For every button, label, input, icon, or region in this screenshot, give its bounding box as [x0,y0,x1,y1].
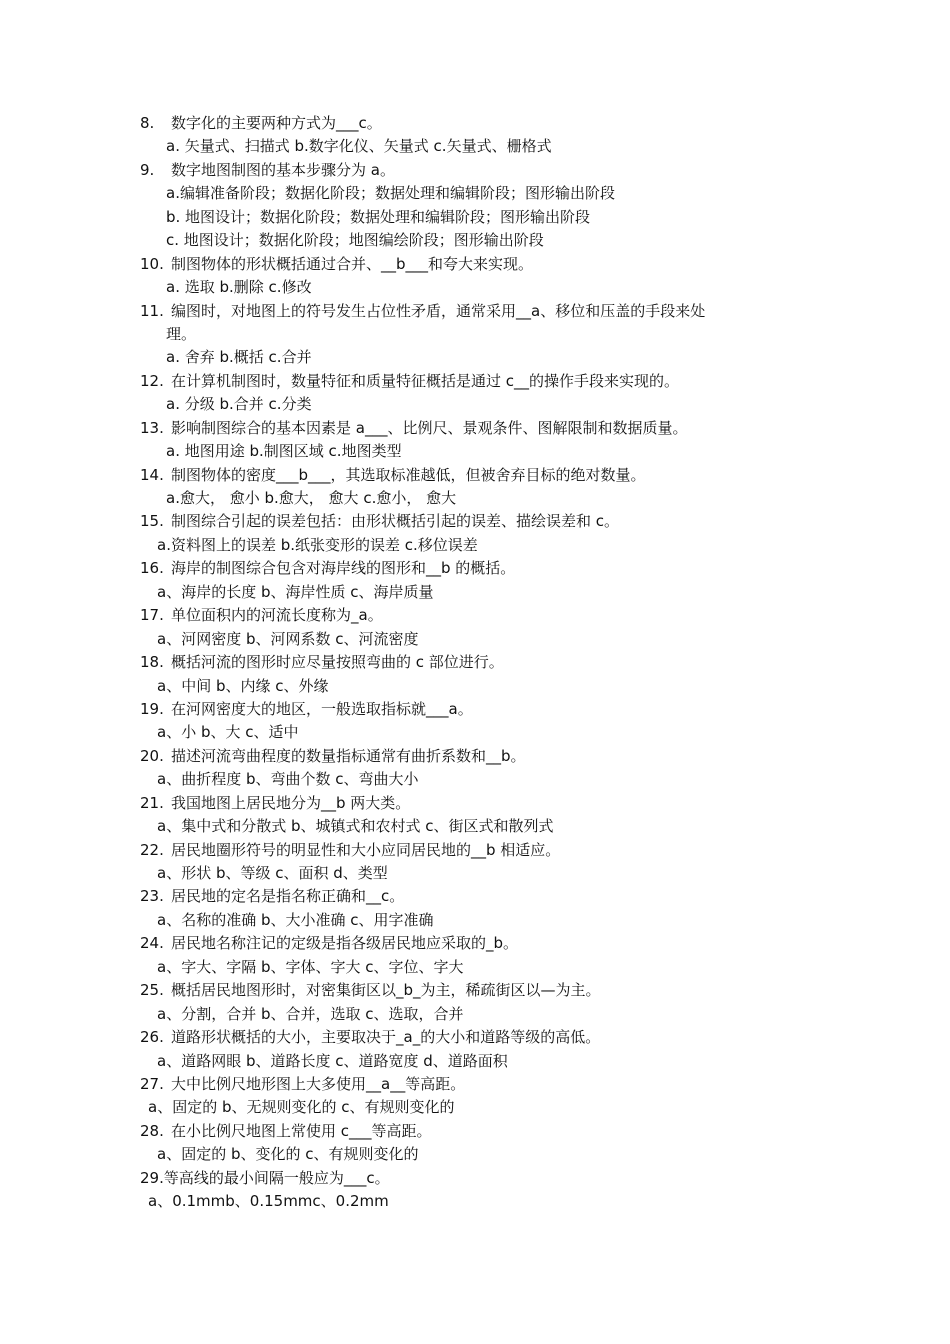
options-line [0,628,950,651]
question-number: 25. [140,981,164,1000]
answer-option: c. 地图设计；数据化阶段；地图编绘阶段；图形输出阶段 [166,231,544,250]
question-number: 27. [140,1074,164,1093]
question-number: 14. [140,465,164,484]
question-continuation: 理。 [166,324,197,343]
answer-options: a、0.1mmb、0.15mmc、0.2mm [148,1192,389,1211]
options-line [0,1143,950,1166]
question-line [0,159,950,182]
options-line [0,909,950,932]
question-text: 大中比例尺地形图上大多使用__a__等高距。 [171,1074,466,1093]
question-number: 18. [140,653,164,672]
question-line [0,557,950,580]
question-line [0,417,950,440]
question-line [0,1120,950,1143]
question-line [0,885,950,908]
options-line [0,346,950,369]
question-text: 制图综合引起的误差包括：由形状概括引起的误差、描绘误差和 c。 [171,512,620,531]
question-line [0,464,950,487]
question-continuation-line [0,323,950,346]
question-line [0,253,950,276]
answer-options: a、海岸的长度 b、海岸性质 c、海岸质量 [157,582,434,601]
question-number: 13. [140,418,164,437]
question-text: 影响制图综合的基本因素是 a___、比例尺、景观条件、图解限制和数据质量。 [171,418,688,437]
question-text: 描述河流弯曲程度的数量指标通常有曲折系数和__b。 [171,746,526,765]
question-line [0,1026,950,1049]
answer-options: a、集中式和分散式 b、城镇式和农村式 c、街区式和散列式 [157,817,554,836]
question-text: 制图物体的密度___b___，其选取标准越低，但被舍弃目标的绝对数量。 [171,465,646,484]
question-number: 26. [140,1028,164,1047]
question-line [0,792,950,815]
question-line [0,370,950,393]
question-text: 29.等高线的最小间隔一般应为___c。 [140,1168,390,1187]
question-line [0,745,950,768]
options-line [0,182,950,205]
options-line [0,956,950,979]
question-number: 10. [140,254,164,273]
question-text: 在计算机制图时，数量特征和质量特征概括是通过 c__的操作手段来实现的。 [171,371,680,390]
answer-options: a、曲折程度 b、弯曲个数 c、弯曲大小 [157,770,419,789]
question-text: 编图时，对地图上的符号发生占位性矛盾，通常采用__a、移位和压盖的手段来处 [171,301,706,320]
question-number: 9. [140,160,155,179]
question-text: 数字地图制图的基本步骤分为 a。 [171,160,395,179]
answer-option: a.编辑准备阶段；数据化阶段；数据处理和编辑阶段；图形输出阶段 [166,184,615,203]
question-text: 概括河流的图形时应尽量按照弯曲的 c 部位进行。 [171,653,504,672]
question-number: 8. [140,114,155,132]
answer-options: a、固定的 b、变化的 c、有规则变化的 [157,1145,419,1164]
question-number: 22. [140,840,164,859]
question-number: 24. [140,934,164,953]
options-line [0,229,950,252]
options-line [0,675,950,698]
question-line [0,932,950,955]
options-line [0,135,950,158]
options-line [0,1003,950,1026]
answer-options: a、名称的准确 b、大小准确 c、用字准确 [157,910,434,929]
answer-options: a、道路网眼 b、道路长度 c、道路宽度 d、道路面积 [157,1051,508,1070]
options-line [0,440,950,463]
question-line [0,1167,950,1190]
options-line [0,1190,950,1213]
options-line [0,534,950,557]
answer-options: a、分割，合并 b、合并，选取 c、选取，合并 [157,1004,464,1023]
question-line [0,651,950,674]
options-line [0,487,950,510]
question-text: 概括居民地图形时，对密集街区以_b_为主，稀疏街区以—为主。 [171,981,601,1000]
options-line [0,815,950,838]
question-number: 20. [140,746,164,765]
answer-options: a. 分级 b.合并 c.分类 [166,395,312,414]
answer-options: a. 矢量式、扫描式 b.数字化仪、矢量式 c.矢量式、栅格式 [166,137,552,156]
question-text: 制图物体的形状概括通过合并、__b___和夸大来实现。 [171,254,534,273]
answer-options: a、中间 b、内缘 c、外缘 [157,676,329,695]
answer-options: a.资料图上的误差 b.纸张变形的误差 c.移位误差 [157,535,478,554]
question-line [0,979,950,1002]
answer-options: a. 地图用途 b.制图区域 c.地图类型 [166,442,402,461]
question-number: 28. [140,1121,164,1140]
question-number: 21. [140,793,164,812]
options-line [0,206,950,229]
question-text: 居民地圈形符号的明显性和大小应同居民地的__b 相适应。 [171,840,561,859]
question-text: 道路形状概括的大小，主要取决于_a_的大小和道路等级的高低。 [171,1028,601,1047]
question-number: 11. [140,301,164,320]
question-number: 16. [140,559,164,578]
question-number: 19. [140,699,164,718]
question-text: 居民地名称注记的定级是指各级居民地应采取的_b。 [171,934,519,953]
question-text: 我国地图上居民地分为__b 两大类。 [171,793,411,812]
question-line [0,300,950,323]
question-line [0,1073,950,1096]
question-number: 15. [140,512,164,531]
question-line [0,698,950,721]
question-number: 12. [140,371,164,390]
question-list [0,112,950,1214]
question-text: 单位面积内的河流长度称为_a。 [171,606,383,625]
answer-option: b. 地图设计；数据化阶段；数据处理和编辑阶段；图形输出阶段 [166,207,591,226]
question-line [0,510,950,533]
question-text: 在河网密度大的地区，一般选取指标就___a。 [171,699,473,718]
answer-options: a、形状 b、等级 c、面积 d、类型 [157,864,388,882]
answer-options: a.愈大， 愈小 b.愈大， 愈大 c.愈小， 愈大 [166,489,457,507]
options-line [0,276,950,299]
question-text: 在小比例尺地图上常使用 c___等高距。 [171,1121,432,1140]
answer-options: a. 选取 b.删除 c.修改 [166,278,312,297]
answer-options: a、河网密度 b、河网系数 c、河流密度 [157,629,419,648]
question-number: 23. [140,887,164,906]
question-line [0,839,950,862]
answer-options: a、小 b、大 c、适中 [157,723,299,742]
options-line [0,1050,950,1073]
question-text: 数字化的主要两种方式为___c。 [171,114,382,132]
answer-options: a、固定的 b、无规则变化的 c、有规则变化的 [148,1098,455,1117]
options-line [0,862,950,885]
question-text: 居民地的定名是指名称正确和__c。 [171,887,405,906]
options-line [0,581,950,604]
answer-options: a、字大、字隔 b、字体、字大 c、字位、字大 [157,957,464,976]
answer-options: a. 舍弃 b.概括 c.合并 [166,348,312,367]
options-line [0,393,950,416]
options-line [0,1096,950,1119]
options-line [0,768,950,791]
question-text: 海岸的制图综合包含对海岸线的图形和__b 的概括。 [171,559,516,578]
question-number: 17. [140,606,164,625]
question-line [0,112,950,135]
question-line [0,604,950,627]
options-line [0,721,950,744]
